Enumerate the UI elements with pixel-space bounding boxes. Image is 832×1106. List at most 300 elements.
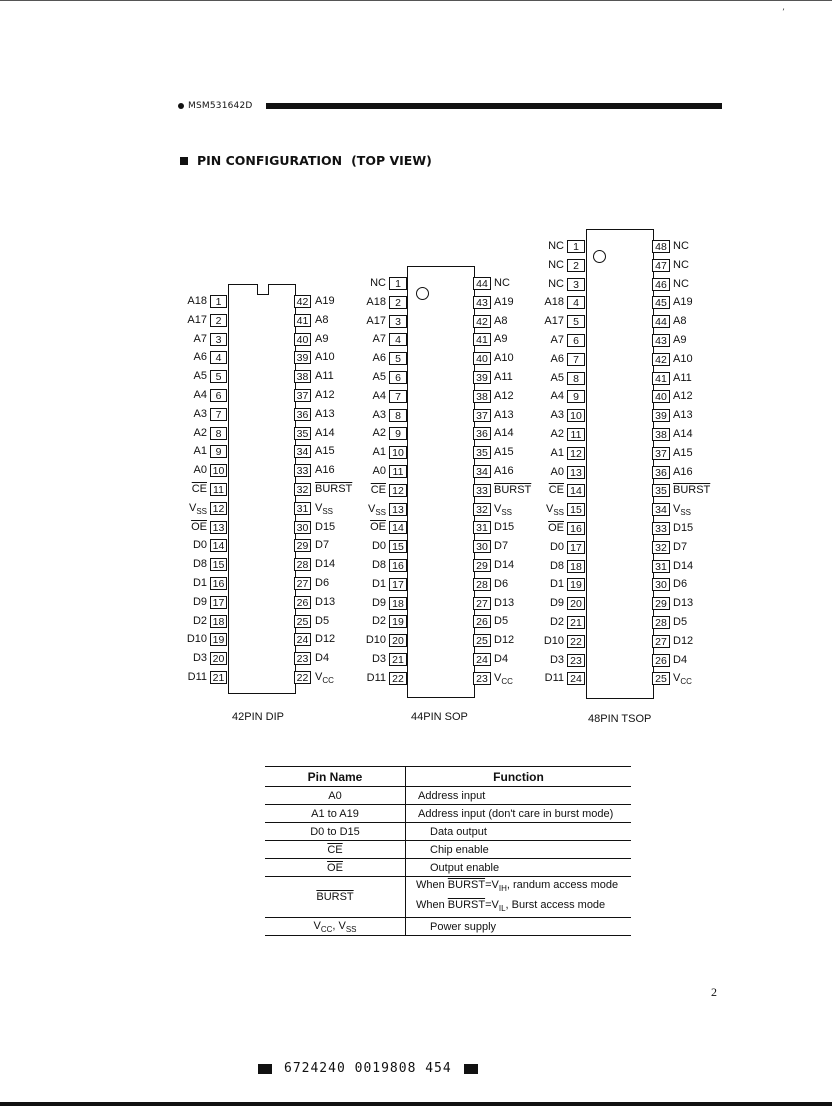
pin-label: A7 — [372, 333, 386, 346]
pin-label: NC — [673, 258, 689, 271]
package-body — [228, 284, 296, 694]
pin-number: 14 — [210, 539, 227, 552]
pin-label-text: V — [315, 501, 323, 514]
pin-label: A0 — [193, 464, 207, 477]
pin-number: 17 — [567, 541, 585, 554]
pin-label: D13 — [315, 595, 336, 608]
pin-number: 39 — [294, 351, 311, 364]
pin-label: A3 — [372, 408, 386, 421]
pin-label: D0 — [192, 539, 207, 552]
pin-label: D2 — [371, 615, 386, 628]
pin-number: 28 — [652, 616, 670, 629]
pin-number: 26 — [652, 654, 670, 667]
pin-number: 8 — [567, 372, 585, 385]
pin-function: Chip enable — [406, 841, 632, 859]
text: , Burst access mode — [505, 899, 606, 912]
pin-number: 33 — [294, 464, 311, 477]
pin-label: A2 — [193, 426, 207, 439]
pin-label-text: BURST — [673, 484, 711, 497]
pin-label: D1 — [371, 577, 386, 590]
pin-label: A1 — [550, 446, 564, 459]
pin-number: 1 — [567, 240, 585, 253]
pin-number: 18 — [389, 597, 407, 610]
pin-label: D14 — [673, 559, 694, 572]
pin-label: A12 — [315, 389, 335, 401]
pin-label: D15 — [494, 521, 515, 534]
pin-name-text: $\overline{CE}$ — [327, 843, 343, 856]
pin-label: D6 — [494, 577, 509, 590]
pin-label-text: $\overline{OE}$ — [370, 521, 386, 534]
pin-number: 13 — [567, 466, 585, 479]
text: When — [416, 879, 448, 891]
pin-number: 41 — [473, 333, 491, 346]
pin-label: A0 — [550, 465, 564, 478]
pin-label: D14 — [494, 559, 515, 571]
pin-label — [315, 671, 334, 687]
barcode-footer — [258, 1061, 478, 1076]
text: IH — [498, 884, 507, 894]
pin-label — [494, 672, 513, 688]
pin-number: 43 — [473, 296, 491, 309]
pin-number: 35 — [652, 484, 670, 497]
pin-label: A3 — [193, 407, 207, 420]
pin-label: D13 — [673, 597, 694, 610]
pin-number: 23 — [473, 672, 491, 685]
pin-label: A5 — [372, 371, 386, 383]
pin-label: A5 — [193, 370, 207, 383]
pin-label-subscript: SS — [322, 506, 334, 516]
pin-number: 34 — [294, 445, 311, 458]
pin-name — [265, 877, 406, 918]
pin-number: 11 — [567, 428, 585, 441]
pin-number: 4 — [389, 333, 407, 346]
pin-number: 14 — [389, 521, 407, 534]
pin-label: A17 — [366, 314, 386, 327]
text: When — [416, 899, 448, 912]
pin-label: D11 — [366, 671, 386, 684]
pin-label: D3 — [371, 653, 386, 665]
barcode-text: 6724240 0019808 454 — [284, 1061, 452, 1076]
pin-number: 9 — [567, 390, 585, 403]
pin-label-text: $\overline{OE}$ — [548, 522, 564, 534]
pin-number: 44 — [473, 277, 491, 290]
pin-label: A6 — [193, 351, 207, 364]
pin-number: 15 — [389, 540, 407, 553]
pin-number: 21 — [210, 671, 227, 684]
pin-number: 30 — [473, 540, 491, 553]
pin-label: A9 — [315, 332, 329, 345]
pin-number: 19 — [389, 615, 407, 628]
pin-name-text: BURST — [316, 891, 354, 904]
pin-label: A0 — [372, 465, 386, 477]
pin-number: 19 — [210, 633, 227, 646]
pin-number: 3 — [389, 315, 407, 328]
pin-label: NC — [494, 277, 510, 289]
text: , randum access mode — [506, 879, 619, 891]
pin-label — [371, 484, 386, 497]
pin-number: 38 — [652, 428, 670, 441]
pin-number: 20 — [567, 597, 585, 610]
pin-label: A15 — [673, 446, 693, 459]
pin-number: 39 — [652, 409, 670, 422]
package-body — [407, 266, 475, 698]
pin-label: D10 — [186, 633, 207, 646]
pin-label: A18 — [187, 295, 207, 307]
pin-label: D8 — [192, 558, 207, 571]
pin-label: A10 — [315, 351, 335, 364]
text: V — [338, 919, 346, 932]
pin-number: 31 — [294, 502, 311, 515]
pin-label-text: V — [315, 671, 323, 683]
pin-label: A8 — [315, 313, 329, 326]
pin-label: D12 — [494, 634, 515, 647]
pin-number: 12 — [210, 502, 227, 515]
pin-label: D15 — [673, 522, 694, 534]
pin-number: 37 — [652, 447, 670, 460]
pin-number: 16 — [389, 559, 407, 572]
pin-name: D0 to D15 — [265, 823, 406, 841]
pin-label: D1 — [549, 578, 564, 591]
pin-label-text: V — [188, 501, 197, 514]
pin-number: 23 — [567, 654, 585, 667]
pin-number: 42 — [294, 295, 311, 308]
package-caption: 44PIN SOP — [411, 711, 468, 723]
pin-label-subscript: CC — [322, 676, 334, 686]
pin-label: A4 — [550, 390, 564, 403]
pin-label-text: V — [367, 502, 376, 515]
pin-number: 40 — [473, 352, 491, 365]
pin-number: 25 — [652, 672, 670, 685]
pin-label: D7 — [673, 540, 688, 553]
pin-number: 4 — [210, 351, 227, 364]
pin-number: 29 — [652, 597, 670, 610]
package-body — [586, 229, 654, 699]
pin-label: NC — [673, 277, 689, 290]
pin-label — [189, 502, 207, 518]
package-caption: 42PIN DIP — [232, 711, 284, 723]
pin-label-text: $\overline{CE}$ — [191, 483, 207, 495]
pin-number: 28 — [473, 578, 491, 591]
pin-label: D6 — [315, 577, 330, 589]
pin-label-text: BURST — [315, 483, 353, 495]
table-header-function: Function — [406, 767, 632, 787]
pin-label-text: V — [494, 502, 502, 515]
pin-function — [406, 877, 632, 918]
pin-label: D10 — [365, 634, 386, 647]
top-edge-line — [0, 0, 832, 1]
text: CC — [320, 924, 333, 934]
pin-number: 18 — [210, 615, 227, 628]
pin-label: A6 — [372, 352, 386, 365]
pin-label: A15 — [494, 446, 514, 459]
pin-number: 1 — [389, 277, 407, 290]
pin-label: A13 — [673, 409, 693, 422]
text: SS — [345, 924, 357, 934]
text: IL — [498, 904, 506, 914]
pin-number: 37 — [473, 409, 491, 422]
function-line-1 — [406, 877, 631, 897]
pin-label: D5 — [673, 616, 688, 628]
pin-number: 42 — [473, 315, 491, 328]
pin-number: 26 — [294, 596, 311, 609]
pin-number: 43 — [652, 334, 670, 347]
page-number: 2 — [711, 985, 717, 999]
pin-number: 17 — [210, 596, 227, 609]
pin-function: Address input — [406, 787, 632, 805]
pin-label: A14 — [494, 427, 514, 440]
pin-label-subscript: CC — [680, 677, 692, 687]
pin-label: A18 — [544, 296, 564, 309]
pin-number: 41 — [294, 314, 311, 327]
pin-number: 14 — [567, 484, 585, 497]
pin-number: 13 — [210, 521, 227, 534]
pin-number: 33 — [473, 484, 491, 497]
pin-label: A9 — [494, 333, 508, 346]
pin-label: A4 — [372, 389, 386, 402]
pin-label: A16 — [673, 465, 693, 478]
pin-label: A4 — [193, 389, 207, 401]
pin-number: 32 — [473, 503, 491, 516]
pin-function: Data output — [406, 823, 632, 841]
pin-label-subscript: SS — [375, 507, 386, 517]
pin-name: A1 to A19 — [265, 805, 406, 823]
pin-number: 21 — [567, 616, 585, 629]
pin-name — [265, 918, 406, 936]
pin-label — [673, 672, 692, 688]
pin-label-text: V — [545, 503, 554, 516]
pin-label: A14 — [315, 426, 335, 439]
pin-label — [548, 522, 564, 535]
pin-number: 22 — [294, 671, 311, 684]
pin-number: 5 — [210, 370, 227, 383]
pin-number: 36 — [652, 466, 670, 479]
pin-function: Power supply — [406, 918, 632, 936]
pin-label: D13 — [494, 596, 515, 609]
pin-label: A19 — [673, 296, 693, 309]
pin-label: A2 — [550, 428, 564, 440]
pin-number: 36 — [473, 427, 491, 440]
pin-number: 12 — [389, 484, 407, 497]
pin-number: 21 — [389, 653, 407, 666]
pin-label-text: V — [494, 671, 502, 684]
pin-number: 30 — [294, 521, 311, 534]
pin-label — [673, 503, 691, 519]
pin-number: 2 — [567, 259, 585, 272]
table-row — [265, 787, 631, 805]
pin-number: 39 — [473, 371, 491, 384]
table-row — [265, 918, 631, 936]
table-row — [265, 823, 631, 841]
pin-number: 34 — [652, 503, 670, 516]
pin-label: A11 — [315, 370, 334, 383]
pin-label: A19 — [494, 295, 514, 308]
pin-number: 1 — [210, 295, 227, 308]
bullet-icon — [178, 103, 184, 109]
text: =V — [485, 879, 499, 891]
pin-number: 22 — [389, 672, 407, 685]
pin-function: Address input (don't care in burst mode) — [406, 805, 632, 823]
pin-number: 24 — [567, 672, 585, 685]
pin-number: 41 — [652, 372, 670, 385]
pin-number: 3 — [210, 333, 227, 346]
pin-number: 20 — [389, 634, 407, 647]
pin-number: 44 — [652, 315, 670, 328]
pin-number: 31 — [473, 521, 491, 534]
document-header — [178, 100, 253, 112]
pin-label: A10 — [494, 352, 514, 365]
doc-id: MSM531642D — [188, 101, 253, 111]
pin-number: 5 — [389, 352, 407, 365]
table-row — [265, 805, 631, 823]
section-title — [180, 153, 432, 168]
pin-label — [315, 502, 333, 518]
pin-label-subscript: SS — [680, 508, 692, 518]
pin-label: A11 — [494, 371, 513, 383]
pin-label: D11 — [544, 672, 564, 685]
pin-label — [546, 503, 564, 519]
pin-label — [673, 484, 710, 497]
pin-label-text: $\overline{OE}$ — [191, 520, 207, 533]
pin-label — [370, 521, 386, 534]
pin-label: D3 — [549, 653, 564, 666]
pin-label-text: BURST — [494, 483, 532, 496]
table-header-row — [265, 767, 631, 787]
pin-label: D4 — [315, 652, 330, 665]
package-caption: 48PIN TSOP — [588, 713, 652, 725]
pin-label: A19 — [315, 295, 335, 307]
pin-label: NC — [673, 240, 689, 252]
pin-label: A13 — [315, 407, 335, 420]
pin-number: 47 — [652, 259, 670, 272]
section-view-text: (TOP VIEW) — [351, 153, 432, 168]
pin-number: 7 — [567, 353, 585, 366]
barcode-block-icon — [258, 1064, 272, 1074]
pin-label: A16 — [315, 464, 335, 477]
pin-number: 40 — [294, 333, 311, 346]
pin-number: 33 — [652, 522, 670, 535]
pin-label: A2 — [372, 427, 386, 440]
pin-name — [265, 841, 406, 859]
pin-number: 30 — [652, 578, 670, 591]
pin-label: A1 — [193, 445, 207, 458]
pin1-marker-dot — [593, 250, 606, 263]
pin-number: 16 — [210, 577, 227, 590]
barcode-block-icon — [464, 1064, 478, 1074]
pin-label: D2 — [192, 614, 207, 627]
scan-mark: ʼ — [782, 8, 785, 18]
pin-label: A13 — [494, 408, 514, 421]
pin-number: 38 — [473, 390, 491, 403]
pin-label: D15 — [315, 520, 336, 533]
pin-number: 12 — [567, 447, 585, 460]
pin-number: 10 — [567, 409, 585, 422]
pin-label — [368, 503, 386, 519]
pin-label: A8 — [673, 315, 687, 328]
pin-label: D8 — [371, 559, 386, 571]
pin-label: D3 — [192, 652, 207, 665]
pin-label-text: V — [673, 503, 681, 516]
pin-number: 20 — [210, 652, 227, 665]
pin-number: 23 — [294, 652, 311, 665]
pin-number: 26 — [473, 615, 491, 628]
pin-number: 37 — [294, 389, 311, 402]
function-line-2 — [406, 897, 631, 917]
pin-label: D5 — [315, 614, 330, 627]
pin-number: 10 — [389, 446, 407, 459]
pin-function: Output enable — [406, 859, 632, 877]
pin-label-subscript: SS — [501, 507, 513, 517]
pin-label: D4 — [494, 653, 509, 665]
pin-number: 16 — [567, 522, 585, 535]
pin-number: 10 — [210, 464, 227, 477]
pin-number: 3 — [567, 278, 585, 291]
pin-label — [494, 484, 531, 497]
pin-number: 32 — [652, 541, 670, 554]
pin-label: D8 — [549, 559, 564, 572]
pin-number: 25 — [473, 634, 491, 647]
pin-number: 11 — [389, 465, 407, 478]
pin-label — [191, 521, 207, 534]
pin-number: 11 — [210, 483, 227, 496]
pin-number: 31 — [652, 560, 670, 573]
pin-label: D5 — [494, 615, 509, 628]
table-row — [265, 859, 631, 877]
pin-number: 29 — [473, 559, 491, 572]
pin-number: 9 — [210, 445, 227, 458]
pin-label: D12 — [315, 633, 336, 646]
pin-label: D14 — [315, 558, 336, 571]
pin-label-text: V — [673, 672, 681, 685]
pin-number: 24 — [294, 633, 311, 646]
text: , — [332, 919, 339, 932]
pin-label: A5 — [550, 371, 564, 384]
pin-label — [494, 503, 512, 519]
pin-label: D7 — [315, 539, 330, 552]
pin-label: D9 — [371, 596, 386, 609]
pin-number: 15 — [567, 503, 585, 516]
pin-label: D0 — [371, 540, 386, 553]
text: V — [313, 919, 321, 932]
pin-number: 35 — [473, 446, 491, 459]
pin-label-text: $\overline{CE}$ — [548, 484, 564, 497]
pin-number: 18 — [567, 560, 585, 573]
pin-label — [192, 483, 207, 496]
table-header-pin: Pin Name — [265, 767, 406, 787]
pin-number: 8 — [389, 409, 407, 422]
pin-number: 36 — [294, 408, 311, 421]
pin-label: D2 — [549, 616, 564, 628]
pin-label: A7 — [193, 332, 207, 345]
pin-label-subscript: SS — [196, 506, 207, 516]
table-row — [265, 841, 631, 859]
pin-number: 45 — [652, 296, 670, 309]
pin-label-text: $\overline{CE}$ — [370, 483, 386, 496]
pin-label: NC — [548, 258, 564, 271]
pin-number: 5 — [567, 315, 585, 328]
pin-number: 42 — [652, 353, 670, 366]
pin-number: 19 — [567, 578, 585, 591]
pin-number: 48 — [652, 240, 670, 253]
pin-label: D1 — [192, 577, 207, 589]
pin-name: A0 — [265, 787, 406, 805]
text: BURST — [447, 879, 486, 891]
pin-name-text: $\overline{OE}$ — [327, 861, 343, 874]
pin-number: 2 — [210, 314, 227, 327]
pin-label: A17 — [187, 313, 207, 326]
package-notch — [257, 284, 269, 295]
pin-label: A11 — [673, 371, 692, 384]
pin-label: A10 — [673, 352, 693, 365]
